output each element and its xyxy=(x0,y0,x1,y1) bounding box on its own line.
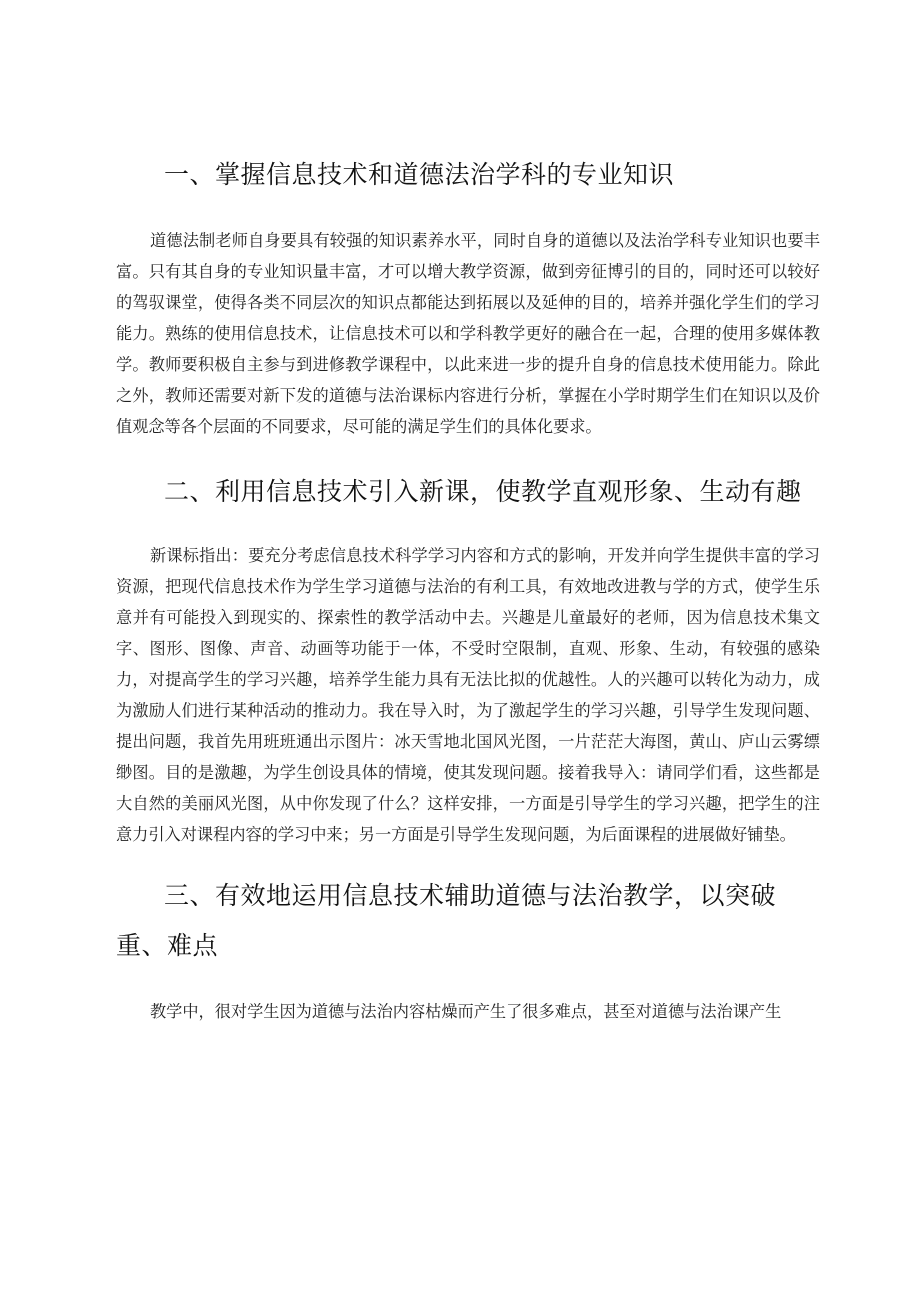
section-3-heading: 三、有效地运用信息技术辅助道德与法治教学，以突破重、难点 xyxy=(116,881,777,960)
section-2-heading: 二、利用信息技术引入新课，使教学直观形象、生动有趣 xyxy=(164,477,802,506)
section-1-paragraph: 道德法制老师自身要具有较强的知识素养水平，同时自身的道德以及法治学科专业知识也要丰富。只有其自身的专业知识量丰富，才可以增大教学资源，做到旁征博引的目的，同时还可以较好的驾驭课堂，使得各类不同层次的知识点都能达到拓展以及延伸的目的，培养并强化学生们的学习能力。熟练的使用信息技术，让信息技术可以和学科教学更好的融合在一起，合理的使用多媒体教学。教师要积极自主参与到进修教学课程中，以此来进一步的提升自身的信息技术使用能力。除此之外，教师还需要对新下发的道德与法治课标内容进行分析，掌握在小学时期学生们在知识以及价值观念等各个层面的不同要求，尽可能的满足学生们的具体化要求。 xyxy=(116,231,820,436)
document-body xyxy=(116,150,820,1027)
section-1-heading: 一、掌握信息技术和道德法治学科的专业知识 xyxy=(164,160,675,189)
section-3-paragraph: 教学中，很对学生因为道德与法治内容枯燥而产生了很多难点，甚至对道德与法治课产生 xyxy=(150,1002,782,1021)
section-2-paragraph: 新课标指出：要充分考虑信息技术科学学习内容和方式的影响，开发并向学生提供丰富的学习资源，把现代信息技术作为学生学习道德与法治的有利工具，有效地改进教与学的方式，使学生乐意并有可能投入到现实的、探索性的教学活动中去。兴趣是儿童最好的老师，因为信息技术集文字、图形、图像、声音、动画等功能于一体，不受时空限制，直观、形象、生动，有较强的感染力，对提高学生的学习兴趣，培养学生能力具有无法比拟的优越性。人的兴趣可以转化为动力，成为激励人们进行某种活动的推动力。我在导入时，为了激起学生的学习兴趣，引导学生发现问题、提出问题，我首先用班班通出示图片：冰天雪地北国风光图，一片茫茫大海图，黄山、庐山云雾缥缈图。目的是激趣，为学生创设具体的情境，使其发现问题。接着我导入：请同学们看，这些都是大自然的美丽风光图，从中你发现了什么？这样安排，一方面是引导学生的学习兴趣，把学生的注意力引入对课程内容的学习中来；另一方面是引导学生发现问题，为后面课程的进展做好铺垫。 xyxy=(116,546,820,844)
